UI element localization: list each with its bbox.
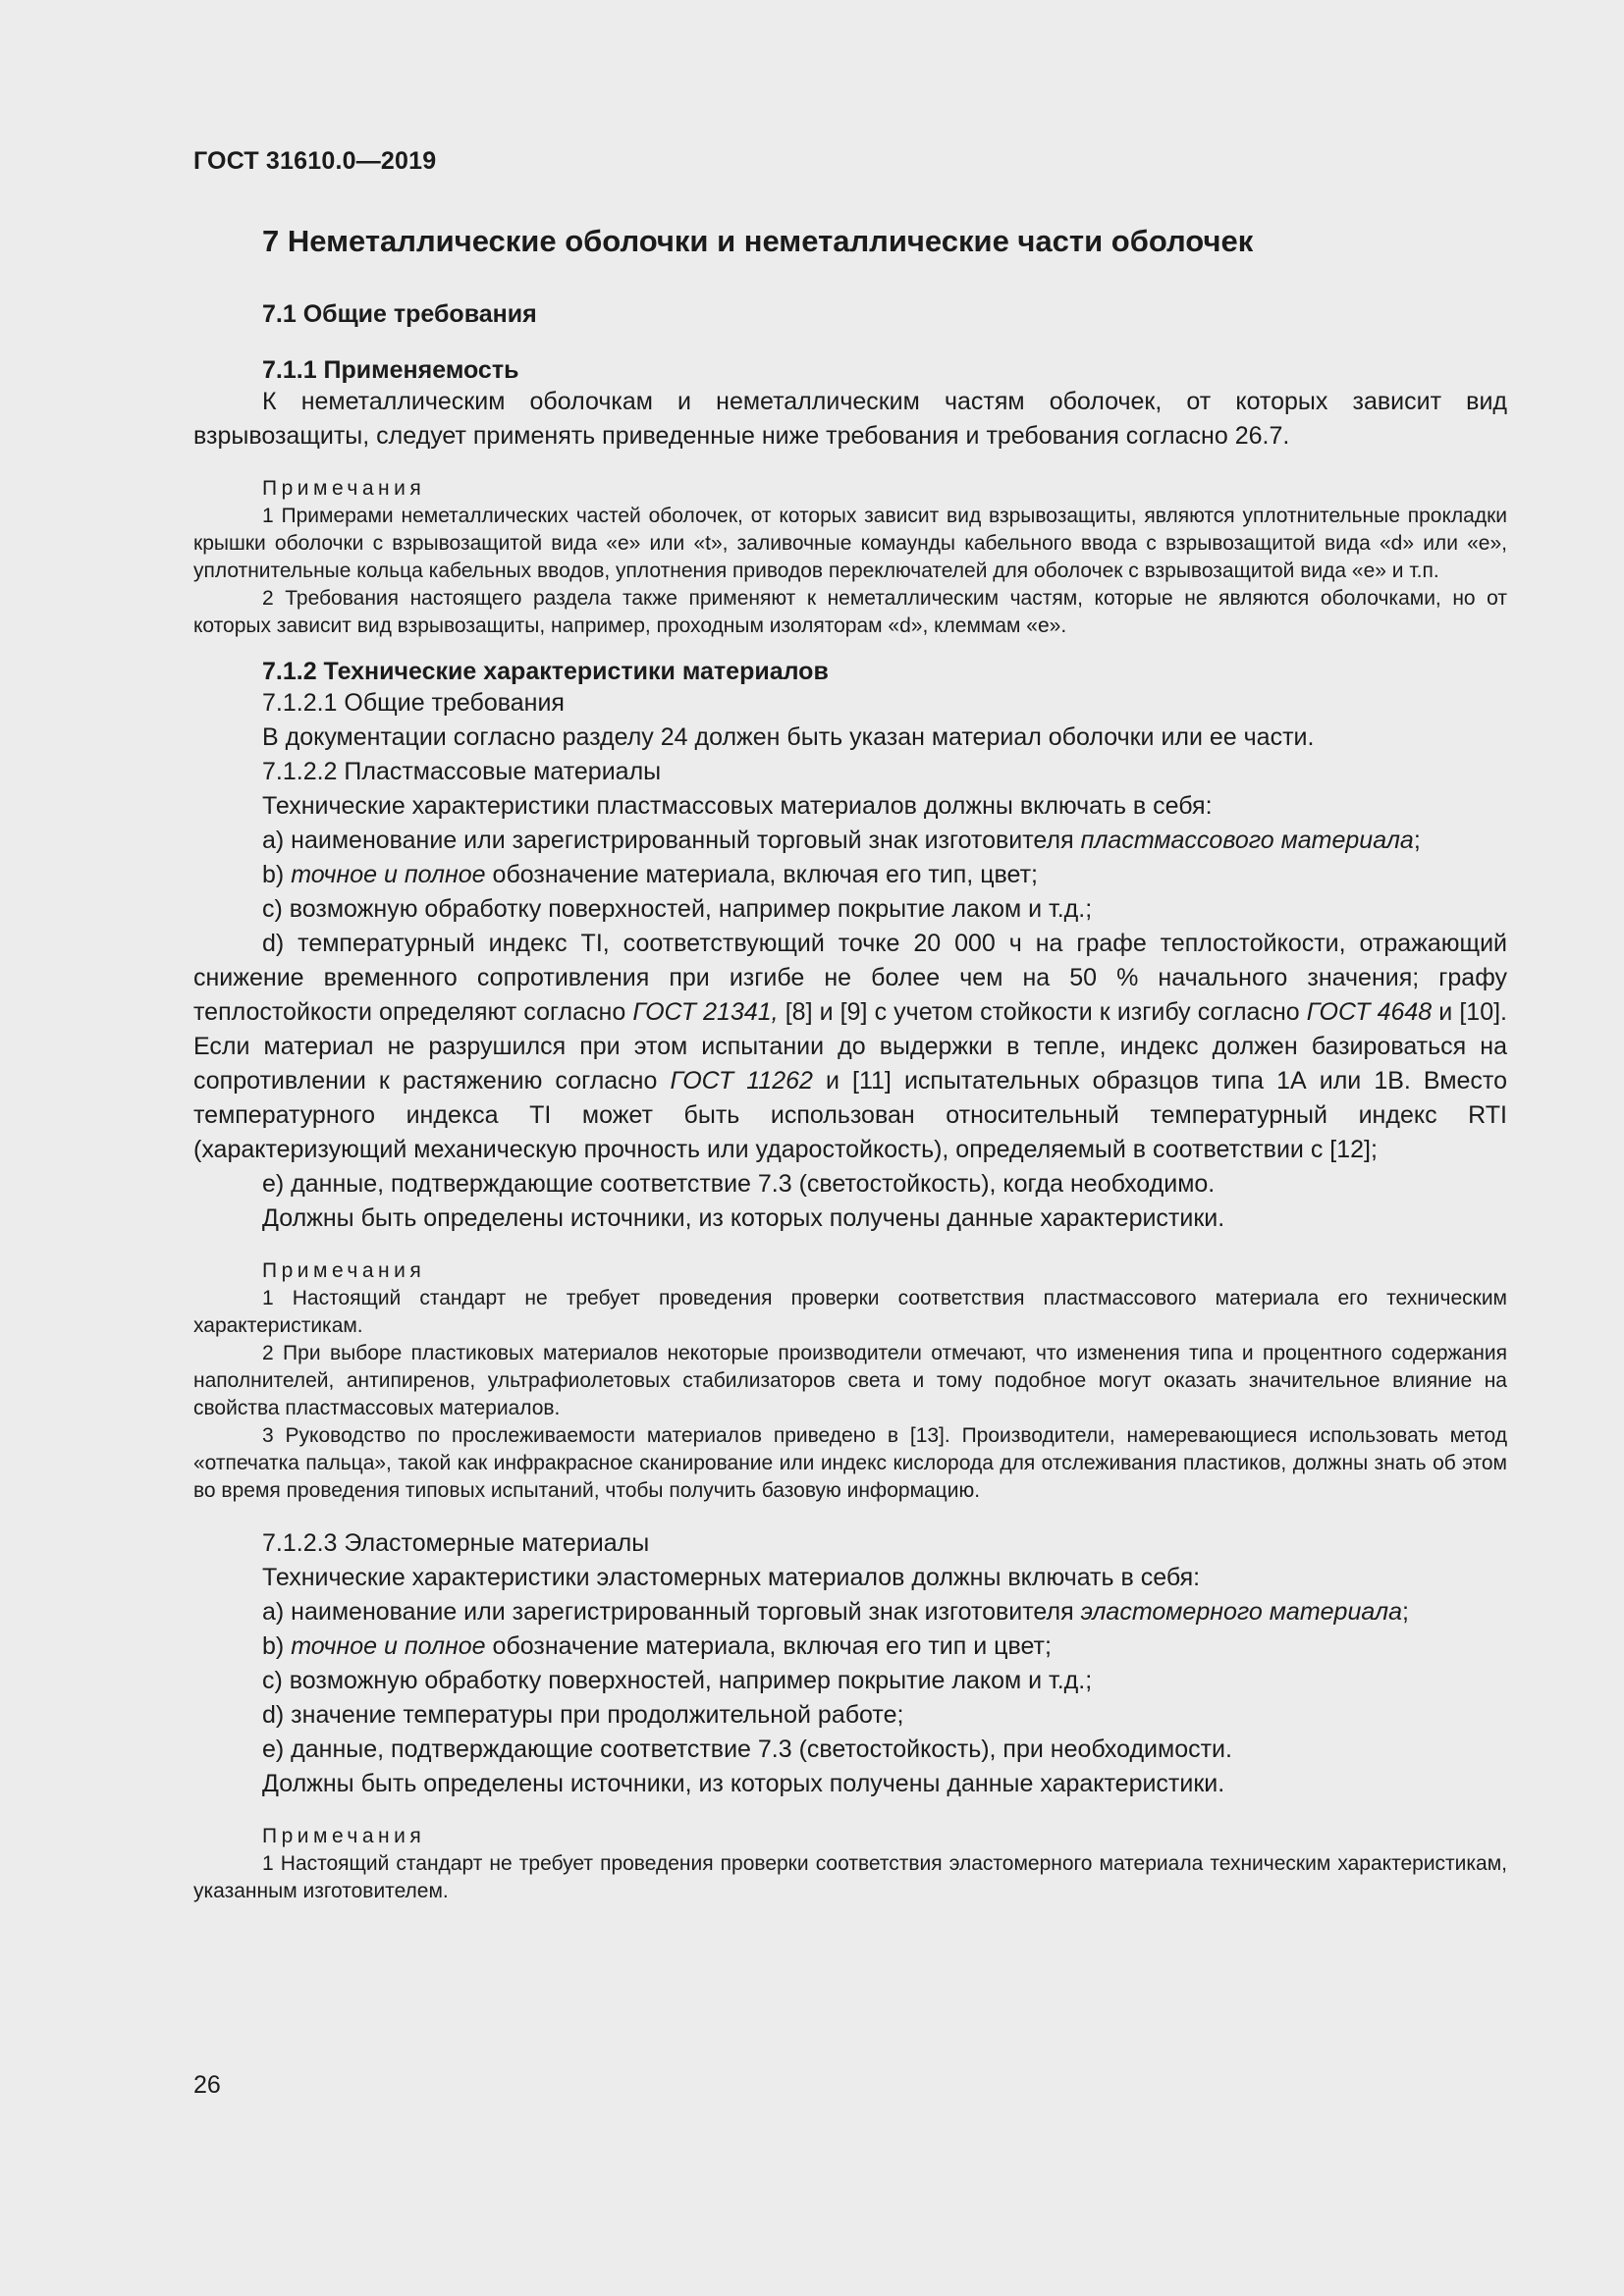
section-7-1-1-title: 7.1.1 Применяемость xyxy=(262,356,519,384)
section-7-1-2-2-title: 7.1.2.2 Пластмассовые материалы xyxy=(262,758,662,785)
list-item-e: e) данные, подтверждающие соответствие 7.3 (светостойкость), когда необходимо. xyxy=(262,1170,1216,1198)
list-item-b: b) точное и полное обозначение материала, включая его тип, цвет; xyxy=(262,861,1038,888)
notes-label: Примечания xyxy=(262,1825,426,1847)
note-2: 2 При выборе пластиковых материалов некоторые производители отмечают, что изменения типа и процентного содержания наполнителей, антипиренов, ультрафиолетовых стабилизаторов света и тому подобное могут оказать значительное влияние на свойства пластмассовых материалов. xyxy=(193,1342,1507,1419)
section-7-1-2-1-text: В документации согласно разделу 24 должен быть указан материал оболочки или ее части. xyxy=(262,723,1315,751)
section-7-1-2-title: 7.1.2 Технические характеристики материалов xyxy=(262,658,829,685)
section-7-1-2-2-intro: Технические характеристики пластмассовых материалов должны включать в себя: xyxy=(262,792,1213,820)
list-item-d: d) температурный индекс TI, соответствующий точке 20 000 ч на графе теплостойкости, отражающий снижение временного сопротивления при изгибе не более чем на 50 % начального значения; графу теплостойкости определяют согласно ГОСТ 21341, [8] и [9] с учетом стойкости к изгибу согласно ГОСТ 4648 и [10]. Если материал не разрушился при этом испытании до выдержки в тепле, индекс должен базироваться на сопротивлении к растяжению согласно ГОСТ 11262 и [11] испытательных образцов типа 1А или 1В. Вместо температурного индекса TI может быть использован относительный температурный индекс RTI (характеризующий механическую прочность или ударостойкость), определяемый в соответствии с [12]; xyxy=(193,930,1507,1163)
list-item-a: a) наименование или зарегистрированный торговый знак изготовителя пластмассового материала; xyxy=(262,827,1421,854)
notes-label: Примечания xyxy=(262,1259,426,1282)
list-item-c: c) возможную обработку поверхностей, например покрытие лаком и т.д.; xyxy=(262,1667,1093,1694)
notes-label: Примечания xyxy=(262,477,426,500)
list-item-d: d) значение температуры при продолжительной работе; xyxy=(262,1701,904,1729)
section-7-1-2-1-title: 7.1.2.1 Общие требования xyxy=(262,689,565,717)
document-header: ГОСТ 31610.0—2019 xyxy=(193,147,437,175)
section-7-1-2-3-intro: Технические характеристики эластомерных материалов должны включать в себя: xyxy=(262,1564,1201,1591)
page-number: 26 xyxy=(193,2071,221,2099)
page-content xyxy=(193,218,1507,1905)
list-item-e: e) данные, подтверждающие соответствие 7.3 (светостойкость), при необходимости. xyxy=(262,1735,1232,1763)
note-1: 1 Примерами неметаллических частей оболочек, от которых зависит вид взрывозащиты, являются уплотнительные прокладки крышки оболочки с взрывозащитой вида «е» или «t», заливочные комаунды кабельного ввода с взрывозащитой вида «d» или «е», уплотнительные кольца кабельных вводов, уплотнения приводов переключателей для оболочек с взрывозащитой вида «е» и т.п. xyxy=(193,505,1507,582)
note-1: 1 Настоящий стандарт не требует проведения проверки соответствия пластмассового материала его техническим характеристикам. xyxy=(193,1287,1507,1337)
sources-text: Должны быть определены источники, из которых получены данные характеристики. xyxy=(262,1770,1225,1797)
list-item-a: a) наименование или зарегистрированный торговый знак изготовителя эластомерного материала; xyxy=(262,1598,1409,1626)
section-7-1-title: 7.1 Общие требования xyxy=(262,300,537,328)
sources-text: Должны быть определены источники, из которых получены данные характеристики. xyxy=(262,1204,1225,1232)
section-7-title: 7 Неметаллические оболочки и неметаллические части оболочек xyxy=(262,224,1254,258)
note-3: 3 Руководство по прослеживаемости материалов приведено в [13]. Производители, намеревающиеся использовать метод «отпечатка пальца», такой как инфракрасное сканирование или индекс кислорода для отслеживания пластиков, должны знать об этом во время проведения типовых испытаний, чтобы получить базовую информацию. xyxy=(193,1424,1507,1502)
note-2: 2 Требования настоящего раздела также применяют к неметаллическим частям, которые не являются оболочками, но от которых зависит вид взрывозащиты, например, проходным изоляторам «d», клеммам «е». xyxy=(193,587,1507,637)
list-item-c: c) возможную обработку поверхностей, например покрытие лаком и т.д.; xyxy=(262,895,1093,923)
section-7-1-1-text: К неметаллическим оболочкам и неметаллическим частям оболочек, от которых зависит вид взрывозащиты, следует применять приведенные ниже требования и требования согласно 26.7. xyxy=(193,388,1507,450)
list-item-b: b) точное и полное обозначение материала, включая его тип и цвет; xyxy=(262,1632,1052,1660)
note-1: 1 Настоящий стандарт не требует проведения проверки соответствия эластомерного материала техническим характеристикам, указанным изготовителем. xyxy=(193,1852,1507,1902)
section-7-1-2-3-title: 7.1.2.3 Эластомерные материалы xyxy=(262,1529,650,1557)
